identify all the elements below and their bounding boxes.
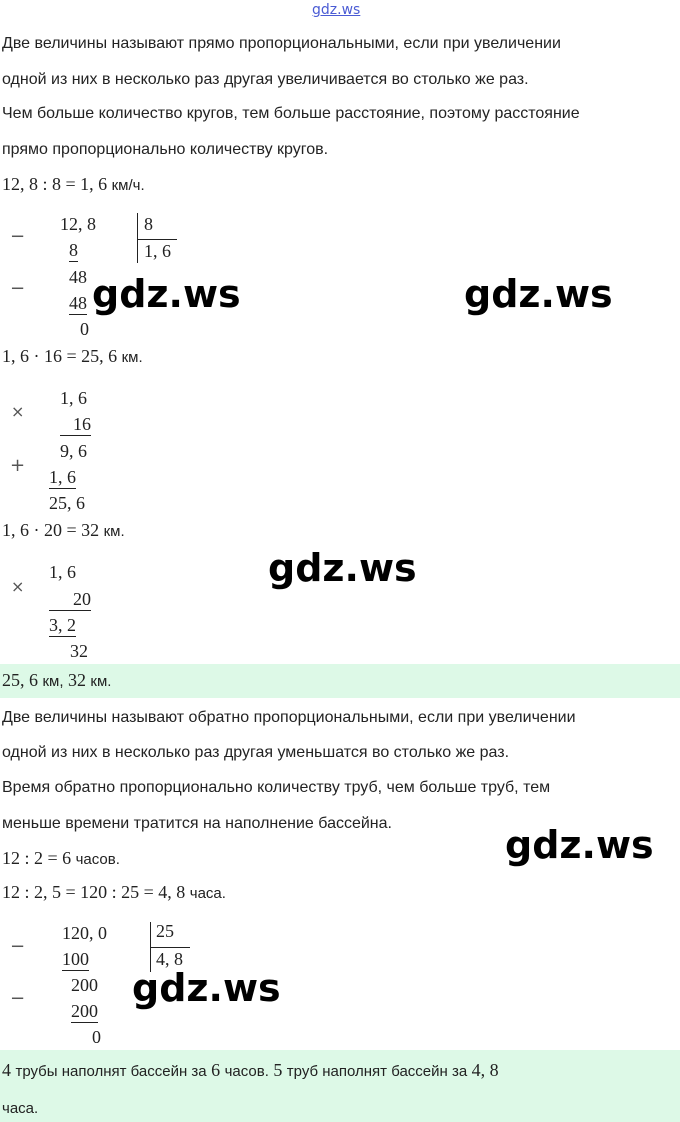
definition-line: одной из них в несколько раз другая увеличивается во столько же раз. bbox=[2, 71, 529, 88]
product: 25, 6 bbox=[49, 493, 85, 513]
reasoning-line: меньше времени тратится на наполнение бассейна. bbox=[2, 815, 392, 832]
equation-math: 12, 8 : 8 = 1, 6 bbox=[2, 174, 108, 194]
answer-text-fragment: трубы наполнят бассейн за bbox=[15, 1063, 207, 1080]
site-link[interactable]: gdz.ws bbox=[312, 2, 361, 18]
partial-product: 1, 6 bbox=[49, 467, 76, 487]
times-sign: × bbox=[11, 402, 25, 421]
product: 32 bbox=[70, 641, 88, 661]
minus-sign: − bbox=[10, 278, 26, 299]
division-bar bbox=[137, 213, 138, 263]
answer-value: 5 bbox=[273, 1060, 283, 1080]
equation-distance-16 bbox=[2, 346, 143, 367]
watermark: gdz.ws bbox=[505, 823, 654, 867]
definition-line: Две величины называют обратно пропорциональными, если при увеличении bbox=[2, 709, 576, 726]
answer-unit: км, bbox=[42, 673, 64, 690]
answer-box bbox=[0, 664, 680, 698]
subtrahend: 200 bbox=[71, 1001, 98, 1021]
plus-sign: + bbox=[10, 455, 26, 476]
quotient: 4, 8 bbox=[156, 949, 183, 969]
watermark: gdz.ws bbox=[464, 272, 613, 316]
remainder: 0 bbox=[92, 1027, 101, 1047]
remainder: 48 bbox=[69, 267, 87, 287]
answer-unit: км. bbox=[90, 673, 112, 690]
watermark: gdz.ws bbox=[92, 272, 241, 316]
answer-value: 4, 8 bbox=[471, 1060, 499, 1080]
answer-text-fragment: часов. bbox=[224, 1063, 269, 1080]
definition-line: Две величины называют прямо пропорциональными, если при увеличении bbox=[2, 35, 561, 52]
partial-product: 3, 2 bbox=[49, 615, 76, 635]
partial-product: 9, 6 bbox=[60, 441, 87, 461]
definition-line: одной из них в несколько раз другая уменьшатся во столько же раз. bbox=[2, 744, 510, 761]
answer-text-fragment: труб наполнят бассейн за bbox=[286, 1063, 468, 1080]
multiplicand: 1, 6 bbox=[60, 388, 87, 408]
equation-math: 12 : 2, 5 = 120 : 25 = 4, 8 bbox=[2, 882, 186, 902]
answer-text-fragment: часа. bbox=[2, 1100, 39, 1117]
multiplier: 16 bbox=[60, 413, 91, 436]
equation-unit: км/ч. bbox=[111, 177, 145, 194]
reasoning-line: Чем больше количество кругов, тем больше расстояние, поэтому расстояние bbox=[2, 105, 580, 122]
equation-speed bbox=[2, 174, 145, 195]
equation-time-2 bbox=[2, 848, 120, 869]
answer-value: 32 bbox=[67, 670, 86, 690]
remainder: 200 bbox=[71, 975, 98, 995]
answer-text bbox=[2, 670, 111, 691]
subtrahend: 48 bbox=[69, 293, 87, 313]
equation-distance-20 bbox=[2, 520, 125, 541]
equation-math: 12 : 2 = 6 bbox=[2, 848, 72, 868]
equation-math: 1, 6 · 20 = 32 bbox=[2, 520, 100, 540]
divisor: 8 bbox=[144, 214, 153, 234]
dividend: 12, 8 bbox=[60, 214, 96, 234]
answer-box bbox=[0, 1050, 680, 1122]
equation-unit: км. bbox=[103, 523, 125, 540]
answer-text bbox=[2, 1060, 499, 1081]
quotient: 1, 6 bbox=[144, 241, 171, 261]
equation-unit: км. bbox=[121, 349, 143, 366]
answer-value: 4 bbox=[2, 1060, 11, 1080]
equation-math: 1, 6 · 16 = 25, 6 bbox=[2, 346, 118, 366]
equation-unit: часов. bbox=[75, 851, 120, 868]
multiplicand: 1, 6 bbox=[49, 562, 76, 582]
watermark: gdz.ws bbox=[268, 546, 417, 590]
reasoning-line: Время обратно пропорционально количеству труб, чем больше труб, тем bbox=[2, 779, 551, 796]
answer-value: 25, 6 bbox=[2, 670, 38, 690]
minus-sign: − bbox=[10, 226, 26, 247]
times-sign: × bbox=[11, 577, 25, 596]
equation-unit: часа. bbox=[189, 885, 226, 902]
watermark: gdz.ws bbox=[132, 966, 281, 1010]
answer-value: 6 bbox=[211, 1060, 221, 1080]
reasoning-line: прямо пропорционально количеству кругов. bbox=[2, 141, 329, 158]
multiplier: 20 bbox=[49, 588, 91, 611]
remainder: 0 bbox=[80, 319, 89, 339]
dividend: 120, 0 bbox=[62, 923, 107, 943]
minus-sign: − bbox=[10, 988, 26, 1009]
subtrahend: 100 bbox=[62, 949, 89, 969]
equation-time-2-5 bbox=[2, 882, 226, 903]
subtrahend: 8 bbox=[69, 240, 78, 260]
divisor: 25 bbox=[156, 921, 174, 941]
minus-sign: − bbox=[10, 936, 26, 957]
